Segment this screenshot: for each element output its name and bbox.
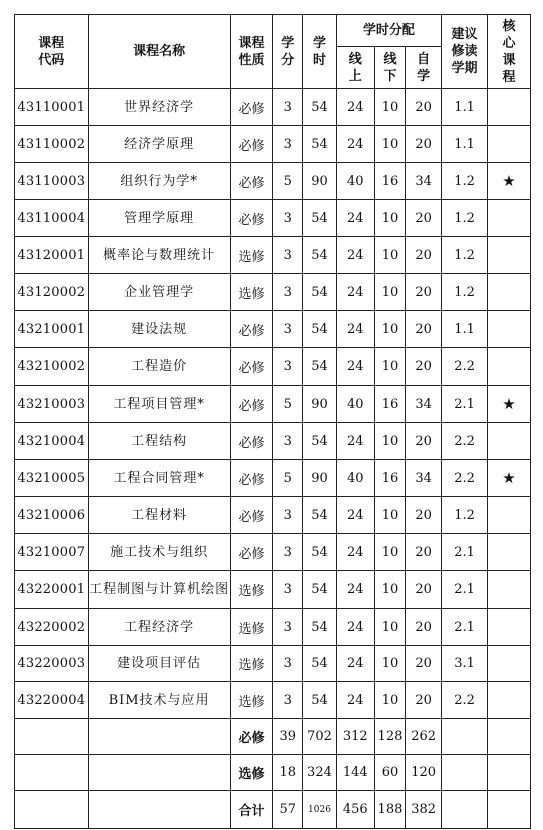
cell-core (488, 311, 531, 348)
cell-name: 建设项目评估 (88, 646, 230, 682)
cell-hours: 54 (303, 126, 337, 163)
cell-name: 工程材料 (88, 497, 230, 534)
cell-self: 20 (406, 126, 442, 163)
cell-credit: 3 (273, 126, 303, 163)
cell-code: 43210007 (15, 534, 89, 571)
empty-cell (488, 791, 531, 829)
cell-name: 建设法规 (88, 311, 230, 348)
table-row (15, 311, 531, 348)
cell-self: 20 (406, 237, 442, 274)
cell-core (488, 200, 531, 237)
cell-type: 选修 (230, 682, 273, 719)
empty-cell (488, 755, 531, 791)
empty-cell (15, 755, 89, 791)
empty-cell (15, 719, 89, 755)
cell-offline: 16 (374, 460, 406, 497)
cell-offline: 10 (374, 126, 406, 163)
cell-self: 34 (406, 163, 442, 200)
cell-term: 2.1 (442, 571, 488, 609)
table-row (15, 126, 531, 163)
cell-name: 工程项目管理* (88, 386, 230, 423)
cell-code: 43210002 (15, 348, 89, 386)
cell-type: 必修 (230, 163, 273, 200)
cell-hours: 90 (303, 163, 337, 200)
cell-credit: 3 (273, 646, 303, 682)
empty-cell (15, 791, 89, 829)
cell-credit: 5 (273, 386, 303, 423)
summary-online: 312 (336, 719, 374, 755)
cell-term: 2.1 (442, 386, 488, 423)
cell-term: 2.1 (442, 534, 488, 571)
cell-credit: 3 (273, 609, 303, 646)
empty-cell (442, 755, 488, 791)
cell-core: ★ (488, 386, 531, 423)
cell-hours: 54 (303, 571, 337, 609)
cell-code: 43210001 (15, 311, 89, 348)
summary-label: 选修 (230, 755, 273, 791)
cell-online: 24 (336, 609, 374, 646)
cell-code: 43210006 (15, 497, 89, 534)
cell-term: 2.2 (442, 423, 488, 460)
cell-type: 必修 (230, 348, 273, 386)
cell-credit: 3 (273, 311, 303, 348)
cell-core (488, 423, 531, 460)
cell-core (488, 682, 531, 719)
cell-name: 工程制图与计算机绘图 (88, 571, 230, 609)
header-course-type: 课程 性质 (230, 15, 273, 89)
cell-hours: 54 (303, 237, 337, 274)
table-row (15, 497, 531, 534)
cell-code: 43220001 (15, 571, 89, 609)
cell-credit: 3 (273, 571, 303, 609)
cell-online: 24 (336, 89, 374, 126)
cell-code: 43110004 (15, 200, 89, 237)
header-course-code: 课程 代码 (15, 15, 89, 89)
cell-offline: 10 (374, 609, 406, 646)
cell-type: 必修 (230, 126, 273, 163)
table-row (15, 163, 531, 200)
cell-term: 1.2 (442, 200, 488, 237)
summary-self: 120 (406, 755, 442, 791)
cell-self: 34 (406, 386, 442, 423)
cell-code: 43110002 (15, 126, 89, 163)
cell-online: 24 (336, 311, 374, 348)
table-row (15, 646, 531, 682)
table-row (15, 274, 531, 311)
cell-hours: 90 (303, 386, 337, 423)
cell-core (488, 274, 531, 311)
cell-term: 1.2 (442, 274, 488, 311)
cell-online: 24 (336, 571, 374, 609)
cell-core (488, 497, 531, 534)
cell-name: 施工技术与组织 (88, 534, 230, 571)
cell-self: 20 (406, 646, 442, 682)
cell-type: 必修 (230, 200, 273, 237)
summary-hours: 324 (303, 755, 337, 791)
cell-code: 43220002 (15, 609, 89, 646)
cell-term: 1.2 (442, 163, 488, 200)
cell-offline: 10 (374, 682, 406, 719)
summary-offline: 128 (374, 719, 406, 755)
cell-code: 43210004 (15, 423, 89, 460)
cell-hours: 54 (303, 534, 337, 571)
cell-credit: 5 (273, 460, 303, 497)
cell-hours: 54 (303, 609, 337, 646)
cell-name: 管理学原理 (88, 200, 230, 237)
summary-self: 262 (406, 719, 442, 755)
cell-offline: 10 (374, 534, 406, 571)
cell-online: 40 (336, 460, 374, 497)
summary-offline: 188 (374, 791, 406, 829)
cell-self: 20 (406, 311, 442, 348)
table-row (15, 460, 531, 497)
cell-online: 24 (336, 423, 374, 460)
cell-name: 工程造价 (88, 348, 230, 386)
cell-type: 必修 (230, 311, 273, 348)
cell-credit: 5 (273, 163, 303, 200)
table-row (15, 534, 531, 571)
empty-cell (88, 719, 230, 755)
header-hours: 学 时 (303, 15, 337, 89)
cell-term: 1.2 (442, 237, 488, 274)
cell-code: 43120002 (15, 274, 89, 311)
cell-core (488, 609, 531, 646)
cell-name: 概率论与数理统计 (88, 237, 230, 274)
cell-code: 43210005 (15, 460, 89, 497)
summary-offline: 60 (374, 755, 406, 791)
cell-self: 20 (406, 534, 442, 571)
cell-term: 2.1 (442, 609, 488, 646)
cell-self: 20 (406, 497, 442, 534)
cell-code: 43210003 (15, 386, 89, 423)
header-hour-distribution: 学时分配 (336, 15, 441, 47)
header-online: 线 上 (336, 47, 374, 89)
cell-self: 20 (406, 348, 442, 386)
cell-type: 必修 (230, 386, 273, 423)
cell-hours: 54 (303, 423, 337, 460)
cell-core (488, 571, 531, 609)
cell-term: 1.1 (442, 126, 488, 163)
summary-hours: 702 (303, 719, 337, 755)
cell-offline: 10 (374, 200, 406, 237)
cell-offline: 10 (374, 237, 406, 274)
cell-online: 24 (336, 274, 374, 311)
course-table (14, 14, 531, 829)
cell-core (488, 237, 531, 274)
cell-credit: 3 (273, 682, 303, 719)
cell-self: 20 (406, 609, 442, 646)
cell-name: 工程经济学 (88, 609, 230, 646)
cell-type: 必修 (230, 497, 273, 534)
header-self-study: 自 学 (406, 47, 442, 89)
cell-name: 工程结构 (88, 423, 230, 460)
cell-code: 43120001 (15, 237, 89, 274)
cell-online: 24 (336, 534, 374, 571)
summary-row (15, 719, 531, 755)
cell-self: 20 (406, 423, 442, 460)
summary-hours: 1026 (303, 791, 337, 829)
summary-credit: 39 (273, 719, 303, 755)
cell-core: ★ (488, 163, 531, 200)
cell-name: 工程合同管理* (88, 460, 230, 497)
cell-name: 世界经济学 (88, 89, 230, 126)
cell-hours: 54 (303, 682, 337, 719)
empty-cell (442, 719, 488, 755)
cell-term: 3.1 (442, 646, 488, 682)
cell-credit: 3 (273, 274, 303, 311)
cell-type: 必修 (230, 460, 273, 497)
cell-type: 选修 (230, 237, 273, 274)
cell-hours: 54 (303, 89, 337, 126)
cell-type: 选修 (230, 571, 273, 609)
cell-core (488, 89, 531, 126)
empty-cell (442, 791, 488, 829)
cell-term: 1.1 (442, 311, 488, 348)
header-offline: 线 下 (374, 47, 406, 89)
summary-online: 144 (336, 755, 374, 791)
summary-row (15, 791, 531, 829)
cell-hours: 54 (303, 274, 337, 311)
header-suggested-term: 建议 修读 学期 (442, 15, 488, 89)
cell-online: 24 (336, 237, 374, 274)
cell-code: 43220004 (15, 682, 89, 719)
cell-hours: 54 (303, 311, 337, 348)
cell-hours: 54 (303, 497, 337, 534)
cell-term: 2.2 (442, 460, 488, 497)
table-row (15, 386, 531, 423)
cell-offline: 16 (374, 386, 406, 423)
cell-credit: 3 (273, 423, 303, 460)
cell-online: 24 (336, 646, 374, 682)
summary-credit: 57 (273, 791, 303, 829)
table-row (15, 89, 531, 126)
cell-type: 选修 (230, 274, 273, 311)
cell-type: 选修 (230, 609, 273, 646)
cell-name: 组织行为学* (88, 163, 230, 200)
empty-cell (88, 791, 230, 829)
cell-term: 1.2 (442, 497, 488, 534)
cell-offline: 10 (374, 348, 406, 386)
cell-online: 40 (336, 386, 374, 423)
cell-type: 必修 (230, 534, 273, 571)
cell-online: 24 (336, 200, 374, 237)
cell-offline: 10 (374, 311, 406, 348)
cell-offline: 10 (374, 274, 406, 311)
cell-hours: 90 (303, 460, 337, 497)
cell-type: 必修 (230, 89, 273, 126)
cell-term: 1.1 (442, 89, 488, 126)
cell-self: 20 (406, 89, 442, 126)
cell-term: 2.2 (442, 348, 488, 386)
cell-online: 40 (336, 163, 374, 200)
cell-hours: 54 (303, 200, 337, 237)
table-row (15, 237, 531, 274)
cell-code: 43220003 (15, 646, 89, 682)
table-row (15, 423, 531, 460)
cell-code: 43110003 (15, 163, 89, 200)
cell-term: 2.2 (442, 682, 488, 719)
table-row (15, 348, 531, 386)
summary-label: 必修 (230, 719, 273, 755)
header-course-name: 课程名称 (88, 15, 230, 89)
cell-online: 24 (336, 682, 374, 719)
cell-self: 20 (406, 571, 442, 609)
cell-credit: 3 (273, 89, 303, 126)
cell-code: 43110001 (15, 89, 89, 126)
cell-hours: 54 (303, 646, 337, 682)
cell-online: 24 (336, 497, 374, 534)
table-row (15, 609, 531, 646)
cell-offline: 10 (374, 646, 406, 682)
cell-core (488, 646, 531, 682)
cell-core (488, 534, 531, 571)
cell-core: ★ (488, 460, 531, 497)
empty-cell (88, 755, 230, 791)
cell-credit: 3 (273, 497, 303, 534)
cell-offline: 10 (374, 497, 406, 534)
cell-name: BIM技术与应用 (88, 682, 230, 719)
summary-self: 382 (406, 791, 442, 829)
cell-core (488, 126, 531, 163)
cell-type: 选修 (230, 646, 273, 682)
summary-label: 合计 (230, 791, 273, 829)
cell-credit: 3 (273, 200, 303, 237)
cell-online: 24 (336, 348, 374, 386)
cell-type: 必修 (230, 423, 273, 460)
table-row (15, 200, 531, 237)
summary-online: 456 (336, 791, 374, 829)
cell-self: 20 (406, 682, 442, 719)
cell-offline: 10 (374, 423, 406, 460)
summary-row (15, 755, 531, 791)
cell-hours: 54 (303, 348, 337, 386)
cell-self: 20 (406, 274, 442, 311)
cell-online: 24 (336, 126, 374, 163)
header-credit: 学 分 (273, 15, 303, 89)
cell-credit: 3 (273, 534, 303, 571)
empty-cell (488, 719, 531, 755)
table-row (15, 682, 531, 719)
table-row (15, 571, 531, 609)
summary-credit: 18 (273, 755, 303, 791)
cell-core (488, 348, 531, 386)
cell-self: 34 (406, 460, 442, 497)
cell-offline: 16 (374, 163, 406, 200)
cell-name: 企业管理学 (88, 274, 230, 311)
cell-self: 20 (406, 200, 442, 237)
cell-credit: 3 (273, 237, 303, 274)
cell-name: 经济学原理 (88, 126, 230, 163)
cell-offline: 10 (374, 571, 406, 609)
header-core-course: 核 心 课 程 (488, 15, 531, 89)
cell-credit: 3 (273, 348, 303, 386)
cell-offline: 10 (374, 89, 406, 126)
